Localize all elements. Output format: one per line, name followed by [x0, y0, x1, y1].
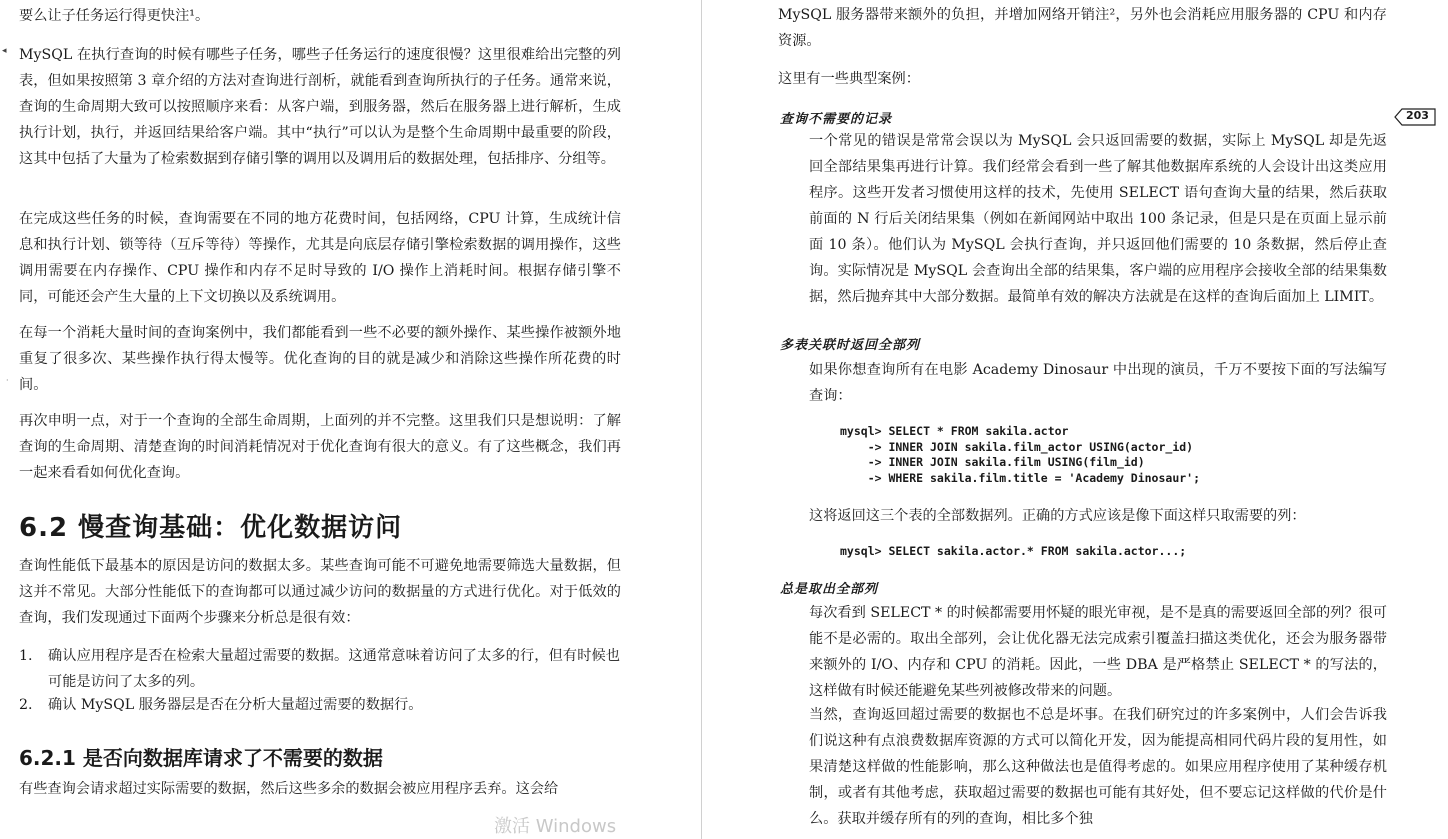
- left-para-0: 要么让子任务运行得更快注¹。: [19, 8, 210, 24]
- left-para-3: 在每一个消耗大量时间的查询案例中，我们都能看到一些不必要的额外操作、某些操作被额外地重复了很多次、某些操作执行得太慢等。优化查询的目的就是减少和消除这些操作所花费的时间。: [19, 325, 621, 393]
- code-block: mysql> SELECT * FROM sakila.actor -> INNER JOIN sakila.film_actor USING(actor_id) -> INNER JOIN sakila.film USING(film_id) -> WHERE sakila.film.title = 'Academy Dinosaur';: [840, 424, 1201, 485]
- case3-body: 每次看到 SELECT * 的时候都需要用怀疑的眼光审视，是不是真的需要返回全部的列？很可能不是必需的。取出全部列，会让优化器无法完成索引覆盖扫描这类优化，还会为服务器带来额外的 I/O、内存和 CPU 的消耗。因此，一些 DBA 是严格禁止 SELECT * 的写法的，这样做有时候还能避免某些列被修改带来的问题。: [809, 605, 1387, 699]
- case-title: 总是取出全部列: [780, 582, 879, 597]
- page-number-tab: [1394, 108, 1436, 126]
- list-text: 确认 MySQL 服务器层是否在分析大量超过需要的数据行。: [48, 697, 423, 713]
- case2-body: 如果你想查询所有在电影 Academy Dinosaur 中出现的演员，千万不要按下面的写法编写查询：: [809, 362, 1387, 404]
- list-item: [19, 692, 621, 718]
- case1-body: 一个常见的错误是常常会误以为 MySQL 会只返回需要的数据，实际上 MySQL 却是先返回全部结果集再进行计算。我们经常会看到一些了解其他数据库系统的人会设计出这类应用程序。这些开发者习惯使用这样的技术，先使用 SELECT 语句查询大量的结果，然后获取前面的 N 行后关闭结果集（例如在新闻网站中取出 100 条记录，但是只是在页面上显示前面 10 条）。他们认为 MySQL 会执行查询，并只返回他们需要的 10 条数据，然后停止查询。实际情况是 MySQL 会查询出全部的结果集，客户端的应用程序会接收全部的结果集数据，然后抛弃其中大部分数据。最简单有效的解决方法就是在这样的查询后面加上 LIMIT。: [809, 133, 1387, 305]
- bullet-marker-icon: ◂: [2, 46, 7, 56]
- list-item: [19, 643, 621, 695]
- page-number: 203: [1406, 109, 1429, 122]
- left-para-2: 在完成这些任务的时候，查询需要在不同的地方花费时间，包括网络，CPU 计算，生成统计信息和执行计划、锁等待（互斥等待）等操作，尤其是向底层存储引擎检索数据的调用操作，这些调用需要在内存操作、CPU 操作和内存不足时导致的 I/O 操作上消耗时间。根据存储引擎不同，可能还会产生大量的上下文切换以及系统调用。: [19, 211, 621, 305]
- left-para-1: MySQL 在执行查询的时候有哪些子任务，哪些子任务运行的速度很慢？这里很难给出完整的列表，但如果按照第 3 章介绍的方法对查询进行剖析，就能看到查询所执行的子任务。通常来说，查询的生命周期大致可以按照顺序来看：从客户端，到服务器，然后在服务器上进行解析，生成执行计划，执行，并返回结果给客户端。其中“执行”可以认为是整个生命周期中最重要的阶段，这其中包括了大量为了检索数据到存储引擎的调用以及调用后的数据处理，包括排序、分组等。: [19, 47, 621, 167]
- margin-dot-icon: ·: [6, 376, 9, 385]
- right-page: [704, 0, 1448, 839]
- case-title: 查询不需要的记录: [780, 112, 893, 127]
- windows-activation-watermark: 激活 Windows: [494, 816, 617, 837]
- subsection-title: 6.2.1 是否向数据库请求了不需要的数据: [19, 746, 383, 770]
- left-para-4: 再次申明一点，对于一个查询的全部生命周期，上面列的并不完整。这里我们只是想说明：了解查询的生命周期、清楚查询的时间消耗情况对于优化查询有很大的意义。有了这些概念，我们再一起来看看如何优化查询。: [19, 413, 621, 481]
- page-divider: [701, 0, 702, 839]
- case2-after: 这将返回这三个表的全部数据列。正确的方式应该是像下面这样只取需要的列：: [809, 508, 1306, 524]
- left-page: [0, 0, 700, 839]
- right-para-1: 这里有一些典型案例：: [778, 71, 920, 87]
- list-number: 1.: [19, 648, 33, 664]
- code-block: mysql> SELECT sakila.actor.* FROM sakila.actor...;: [840, 544, 1187, 558]
- section-title: 6.2 慢查询基础：优化数据访问: [19, 513, 403, 543]
- case-title: 多表关联时返回全部列: [780, 338, 921, 353]
- list-text: 确认应用程序是否在检索大量超过需要的数据。这通常意味着访问了太多的行，但有时候也可能是访问了太多的列。: [48, 648, 620, 690]
- list-number: 2.: [19, 697, 33, 713]
- case3-body-2: 当然，查询返回超过需要的数据也不总是坏事。在我们研究过的许多案例中，人们会告诉我们说这种有点浪费数据库资源的方式可以简化开发，因为能提高相同代码片段的复用性，如果清楚这样做的性能影响，那么这种做法也是值得考虑的。如果应用程序使用了某种缓存机制，或者有其他考虑，获取超过需要的数据也可能有其好处，但不要忘记这样做的代价是什么。获取并缓存所有的列的查询，相比多个独: [809, 707, 1387, 827]
- left-para-6: 有些查询会请求超过实际需要的数据，然后这些多余的数据会被应用程序丢弃。这会给: [19, 781, 559, 797]
- right-para-0: MySQL 服务器带来额外的负担，并增加网络开销注²，另外也会消耗应用服务器的 CPU 和内存资源。: [778, 7, 1387, 49]
- left-para-5: 查询性能低下最基本的原因是访问的数据太多。某些查询可能不可避免地需要筛选大量数据，但这并不常见。大部分性能低下的查询都可以通过减少访问的数据量的方式进行优化。对于低效的查询，我们发现通过下面两个步骤来分析总是很有效：: [19, 558, 621, 626]
